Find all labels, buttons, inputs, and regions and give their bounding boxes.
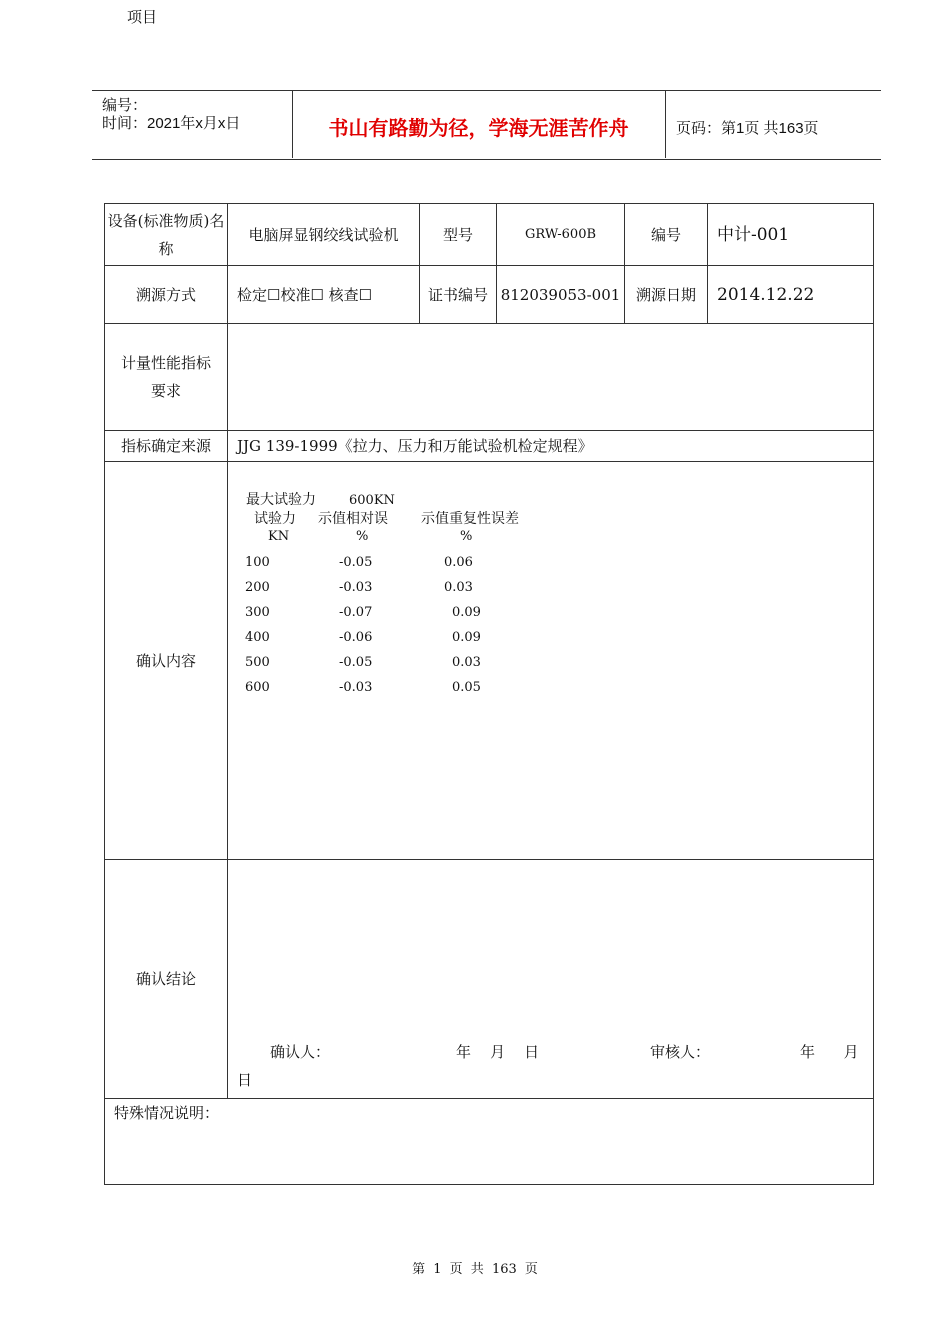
trace-options: 检定☐校准☐ 核查☐ [228,266,420,324]
review-date-tail: 日 [237,1071,253,1089]
data-repeat: 0.09 [452,605,481,620]
data-force: 400 [245,630,270,645]
data-error: -0.03 [339,680,373,695]
data-force: 600 [245,680,270,695]
trace-label: 溯源方式 [105,266,228,324]
data-error: -0.06 [339,630,373,645]
data-force: 200 [245,580,270,595]
data-force: 300 [245,605,270,620]
table-row [105,431,874,462]
data-force: 500 [245,655,270,670]
conclusion-label: 确认结论 [105,860,228,1099]
data-error: -0.05 [339,655,373,670]
data-error: -0.07 [339,605,373,620]
equipment-value: 电脑屏显钢绞线试验机 [228,204,420,266]
footer-text: 页 [449,1262,463,1277]
source-value: JJG 139-1999《拉力、压力和万能试验机检定规程》 [228,431,874,462]
id-value: 中计-001 [708,204,874,266]
table-row [105,860,874,1099]
corner-label: 项目 [127,9,158,26]
header-motto: 书山有路勤为径，学海无涯苦作舟 [328,118,629,140]
unit-error: % [356,529,369,544]
header-divider [665,90,666,158]
table-row [105,462,874,860]
data-repeat: 0.03 [452,655,481,670]
metrology-value [228,324,874,431]
data-repeat: 0.06 [444,555,473,570]
col-header-force: 试验力 [254,511,296,527]
unit-repeat: % [460,529,473,544]
equipment-label: 设备(标准物质)名称 [105,204,228,266]
model-label: 型号 [420,204,497,266]
metrology-label: 计量性能指标要求 [105,324,228,431]
data-repeat: 0.05 [452,680,481,695]
table-row [105,204,874,266]
page-footer [0,1258,950,1277]
content-label: 确认内容 [105,462,228,860]
unit-force: KN [268,529,290,544]
table-row [105,324,874,431]
footer-text: 共 [470,1262,484,1277]
id-label: 编号 [625,204,708,266]
conclusion-cell [228,860,874,1099]
header-time-label: 时间：2021年x月x日 [102,115,241,132]
record-table [104,203,874,1185]
data-error: -0.03 [339,580,373,595]
data-repeat: 0.09 [452,630,481,645]
confirm-date: 年 月 日 [456,1043,540,1061]
footer-text: 页 [524,1262,538,1277]
col-header-repeat: 示值重复性误差 [421,511,519,527]
max-force-value: 600KN [349,493,395,508]
confirmer-label: 确认人： [270,1043,331,1061]
table-row [105,266,874,324]
table-row [105,1099,874,1185]
cert-label: 证书编号 [420,266,497,324]
max-force-label: 最大试验力 [246,492,316,508]
review-date: 年 月 [800,1043,859,1061]
data-error: -0.05 [339,555,373,570]
header-page-label: 页码：第1页 共163页 [676,120,819,137]
data-force: 100 [245,555,270,570]
footer-text: 第 [412,1262,426,1277]
model-value: GRW-600B [497,204,625,266]
date-value: 2014.12.22 [708,266,874,324]
header-number-label: 编号： [102,97,148,114]
date-label: 溯源日期 [625,266,708,324]
source-label: 指标确定来源 [105,431,228,462]
cert-value: 812039053-001 [497,266,625,324]
footer-page-number: 1 [433,1262,442,1277]
col-header-error: 示值相对误 [318,511,388,527]
footer-total-pages: 163 [491,1262,517,1277]
content-cell [228,462,874,860]
special-notes: 特殊情况说明： [105,1099,874,1185]
data-repeat: 0.03 [444,580,473,595]
reviewer-label: 审核人： [650,1043,711,1061]
